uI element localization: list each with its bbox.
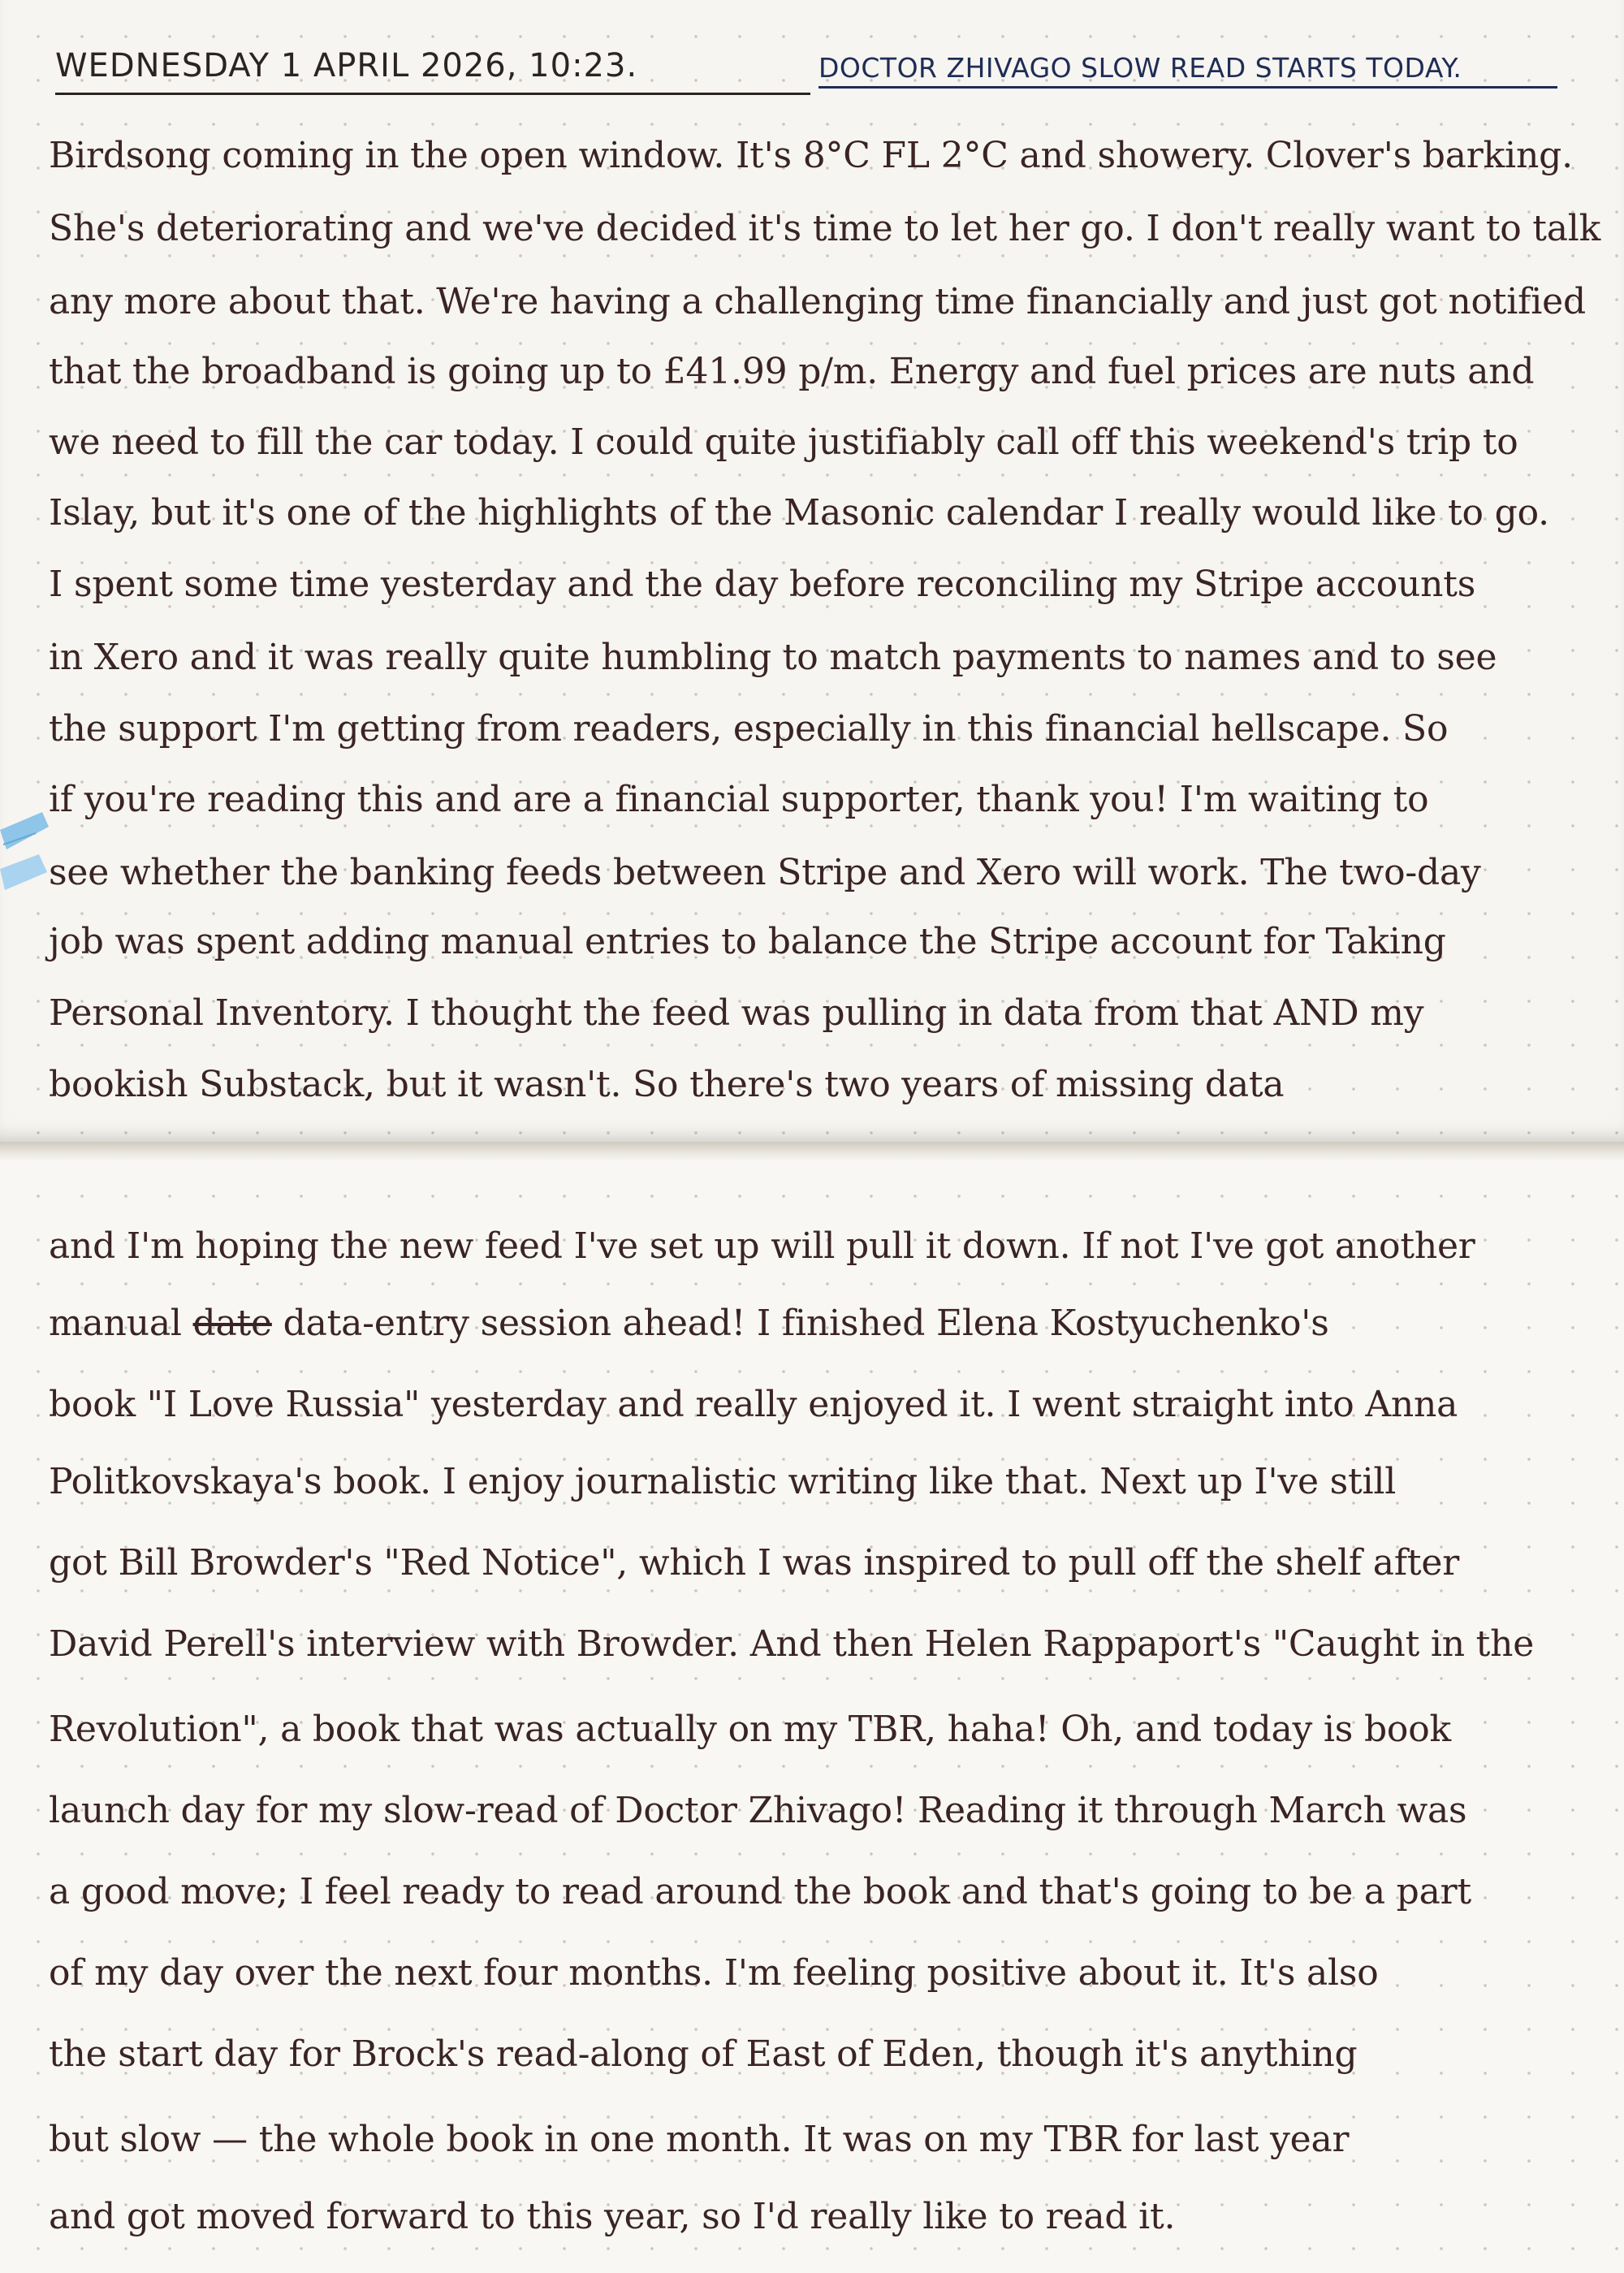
journal-line: and I'm hoping the new feed I've set up will pull it down. If not I've got another <box>49 1225 1475 1267</box>
journal-line: but slow — the whole book in one month. It was on my TBR for last year <box>49 2119 1350 2160</box>
notebook-gutter <box>0 1142 1624 1160</box>
journal-line: launch day for my slow-read of Doctor Zhivago! Reading it through March was <box>49 1790 1467 1831</box>
journal-line: and got moved forward to this year, so I'd really like to read it. <box>49 2196 1176 2237</box>
bookmark-ribbon-icon <box>0 812 49 910</box>
journal-line: Islay, but it's one of the highlights of the Masonic calendar I really would like to go. <box>49 492 1549 534</box>
journal-line: book "I Love Russia" yesterday and really enjoyed it. I went straight into Anna <box>49 1384 1458 1425</box>
entry-header-note: DOCTOR ZHIVAGO SLOW READ STARTS TODAY. <box>818 52 1462 84</box>
journal-line: Politkovskaya's book. I enjoy journalistic writing like that. Next up I've still <box>49 1461 1397 1502</box>
date-underline <box>55 93 810 95</box>
entry-date-title: WEDNESDAY 1 APRIL 2026, 10:23. <box>55 47 638 84</box>
journal-line: a good move; I feel ready to read around the book and that's going to be a part <box>49 1871 1471 1912</box>
entry-header <box>55 41 1557 97</box>
journal-line: job was spent adding manual entries to balance the Stripe account for Taking <box>49 921 1446 962</box>
journal-line: that the broadband is going up to £41.99 p/m. Energy and fuel prices are nuts and <box>49 351 1535 392</box>
journal-line: manual date data-entry session ahead! I finished Elena Kostyuchenko's <box>49 1303 1329 1344</box>
journal-line: Personal Inventory. I thought the feed was pulling in data from that AND my <box>49 992 1424 1034</box>
struck-word: date <box>192 1303 272 1344</box>
journal-line: Revolution", a book that was actually on my TBR, haha! Oh, and today is book <box>49 1709 1451 1750</box>
journal-line: David Perell's interview with Browder. And then Helen Rappaport's "Caught in the <box>49 1623 1535 1665</box>
journal-line: see whether the banking feeds between Stripe and Xero will work. The two-day <box>49 852 1481 893</box>
journal-line: the start day for Brock's read-along of East of Eden, though it's anything <box>49 2033 1358 2075</box>
journal-line: the support I'm getting from readers, especially in this financial hellscape. So <box>49 708 1449 750</box>
journal-line: Birdsong coming in the open window. It's 8°C FL 2°C and showery. Clover's barking. <box>49 135 1573 176</box>
journal-line: She's deteriorating and we've decided it's time to let her go. I don't really want to talk <box>49 208 1601 249</box>
journal-line: any more about that. We're having a challenging time financially and just got notified <box>49 281 1586 322</box>
journal-line: I spent some time yesterday and the day before reconciling my Stripe accounts <box>49 564 1476 605</box>
note-underline <box>818 86 1557 89</box>
journal-line: got Bill Browder's "Red Notice", which I was inspired to pull off the shelf after <box>49 1542 1460 1584</box>
journal-line: bookish Substack, but it wasn't. So there's two years of missing data <box>49 1064 1285 1105</box>
journal-line: we need to fill the car today. I could quite justifiably call off this weekend's trip to <box>49 421 1518 463</box>
journal-line: in Xero and it was really quite humbling to match payments to names and to see <box>49 637 1497 678</box>
journal-line: of my day over the next four months. I'm feeling positive about it. It's also <box>49 1952 1379 1994</box>
journal-line: if you're reading this and are a financial supporter, thank you! I'm waiting to <box>49 779 1429 820</box>
